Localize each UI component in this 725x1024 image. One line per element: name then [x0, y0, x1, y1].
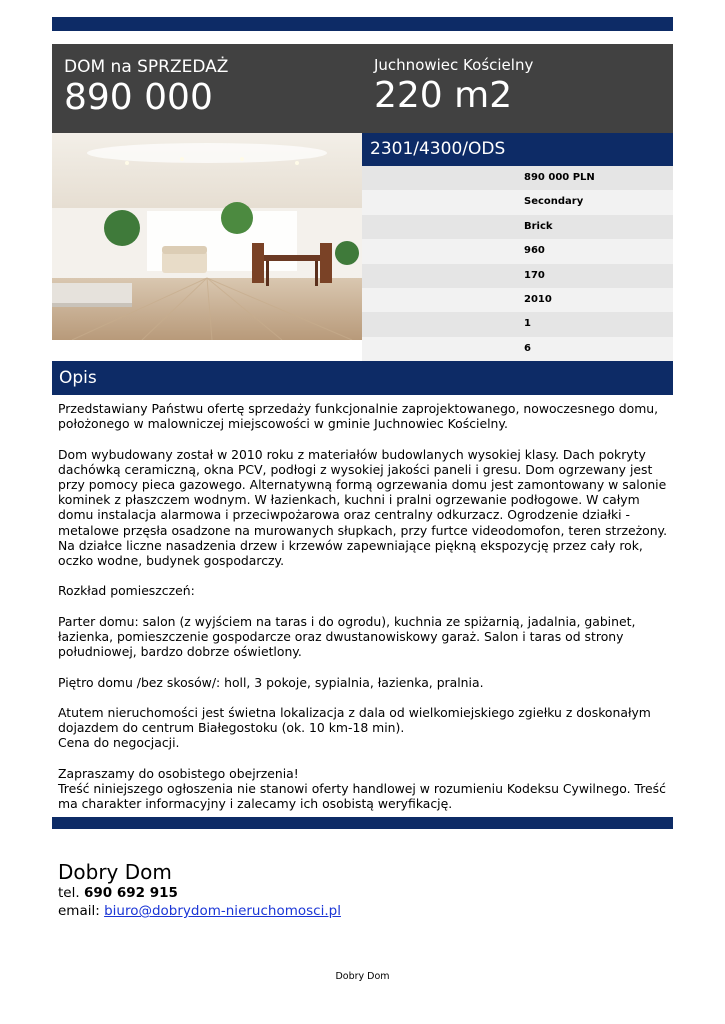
phone-number: 690 692 915 — [83, 885, 178, 901]
phone-line — [58, 884, 341, 902]
description-paragraph: Dom wybudowany został w 2010 roku z materiałów budowlanych wysokiej klasy. Dach pokryty dachówką ceramiczną, okna PCV, podłogi z wysokiej jakości paneli i gresu. Dom ogrzewany jest przy pomocy pieca gazowego. Alternatywną formą ogrzewania domu jest zamontowany w salonie kominek z płaszczem wodnym. W łazienkach, kuchni i pralni ogrzewanie podłogowe. W całym domu instalacja alarmowa i przeciwpożarowa oraz centralny odkurzacz. Ogrodzenie działki - metalowe przęsła osadzone na murowanych słupkach, przy furtce videodomofon, teren strzeżony. Na działce liczne nasadzenia drzew i krzewów zapewniające piękną ekspozycję przez cały rok, oczko wodne, budynek gospodarczy. — [58, 446, 668, 569]
contact-block — [58, 860, 341, 920]
details-table — [362, 166, 673, 361]
living-room-photo — [52, 133, 362, 340]
description-paragraph: Rozkład pomieszczeń: — [58, 583, 195, 599]
description-body — [58, 401, 668, 811]
detail-row: 890 000 PLN — [362, 166, 673, 190]
detail-row: Secondary — [362, 190, 673, 214]
detail-row: Brick — [362, 215, 673, 239]
listing-price: 890 000 — [64, 77, 213, 118]
email-line — [58, 902, 341, 920]
description-paragraph: Piętro domu /bez skosów/: holl, 3 pokoje, sypialnia, łazienka, pralnia. — [58, 674, 484, 690]
listing-location: Juchnowiec Kościelny — [374, 56, 534, 74]
bottom-accent-bar — [52, 817, 673, 829]
description-paragraph: Atutem nieruchomości jest świetna lokalizacja z dala od wielkomiejskiego zgiełku z doskonałym dojazdem do centrum Białegostoku (ok. 10 km-18 min). Cena do negocjacji. — [58, 704, 651, 751]
phone-label: tel. — [58, 885, 80, 901]
listing-reference: 2301/4300/ODS — [362, 133, 673, 166]
description-paragraph: Przedstawiany Państwu ofertę sprzedaży funkcjonalnie zaprojektowanego, nowoczesnego domu, położonego w malowniczej miejscowości w gminie Juchnowiec Kościelny. — [58, 401, 659, 432]
email-label: email: — [58, 903, 100, 919]
listing-area: 220 m2 — [374, 75, 513, 116]
description-heading: Opis — [52, 361, 673, 395]
detail-row: 6 — [362, 337, 673, 361]
description-paragraph: Zapraszamy do osobistego obejrzenia! Treść niniejszego ogłoszenia nie stanowi oferty handlowej w rozumieniu Kodeksu Cywilnego. Treść ma charakter informacyjny i zalecamy ich osobistą weryfikację. — [58, 765, 666, 812]
page-footer: Dobry Dom — [335, 971, 390, 982]
detail-row: 960 — [362, 239, 673, 263]
top-accent-bar — [52, 17, 673, 31]
email-link[interactable]: biuro@dobrydom-nieruchomosci.pl — [104, 903, 341, 919]
detail-row: 1 — [362, 312, 673, 336]
description-paragraph: Parter domu: salon (z wyjściem na taras i do ogrodu), kuchnia ze spiżarnią, jadalnia, gabinet, łazienka, pomieszczenie gospodarcze oraz dwustanowiskowy garaż. Salon i taras od strony południowej, bardzo dobrze oświetlony. — [58, 613, 636, 660]
detail-row: 170 — [362, 264, 673, 288]
listing-type: DOM na SPRZEDAŻ — [64, 57, 229, 77]
company-name: Dobry Dom — [58, 860, 172, 884]
detail-row: 2010 — [362, 288, 673, 312]
listing-header — [52, 44, 673, 133]
